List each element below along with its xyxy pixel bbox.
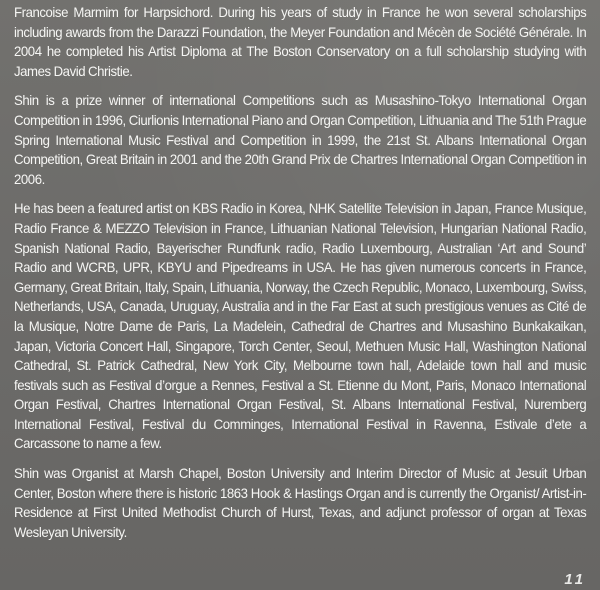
page-number: 11 xyxy=(564,571,586,588)
paragraph-broadcasts-and-concerts: He has been a featured artist on KBS Radio in Korea, NHK Satellite Television in Japan, France Musique, Radio France & MEZZO Television in France, Lithuanian National Television, Hungarian National Radio, Spanish National Radio, Bayerischer Rundfunk radio, Radio Luxembourg, Australian ‘Art and Sound’ Radio and WCRB, UPR, KBYU and Pipedreams in USA. He has given numerous concerts in France, Germany, Great Britain, Italy, Spain, Lithuania, Norway, the Czech Republic, Monaco, Luxembourg, Swiss, Netherlands, USA, Canada, Uruguay, Australia and in the Far East at such prestigious venues as Cité de la Musique, Notre Dame de Paris, La Madelein, Cathedral de Chartres and Musashino Bunkakaikan, Japan, Victoria Concert Hall, Singapore, Torch Center, Seoul, Methuen Music Hall, Washington National Cathedral, St. Patrick Cathedral, New York City, Melbourne town hall, Adelaide town hall and music festivals such as Festival d’orgue a Rennes, Festival a St. Etienne du Mont, Paris, Monaco International Organ Festival, Chartres International Organ Festival, St. Albans International Festival, Nuremberg International Festival, Festival du Comminges, International Festival in Ravenna, Estivale d’ete a Carcassone to name a few. xyxy=(14,201,587,452)
biography-text xyxy=(14,3,586,552)
paragraph-positions: Shin was Organist at Marsh Chapel, Boston University and Interim Director of Music at Jesuit Urban Center, Boston where there is historic 1863 Hook & Hastings Organ and is currently the Organist/ Artist-in-Residence at First United Methodist Church of Hurst, Texas, and adjunct professor of organ at Texas Wesleyan University. xyxy=(14,466,587,540)
paragraph-competitions: Shin is a prize winner of international Competitions such as Musashino-Tokyo International Organ Competition in 1996, Ciurlionis International Piano and Organ Competition, Lithuania and The 51th Prague Spring International Music Festival and Competition in 1999, the 21st St. Albans International Organ Competition, Great Britain in 2001 and the 20th Grand Prix de Chartres International Organ Competition in 2006. xyxy=(14,93,587,187)
paragraph-study-in-france: Francoise Marmim for Harpsichord. During his years of study in France he won several scholarships including awards from the Darazzi Foundation, the Meyer Foundation and Mécèn de Société Générale. In 2004 he completed his Artist Diploma at The Boston Conservatory on a full scholarship studying with James David Christie. xyxy=(14,5,587,79)
